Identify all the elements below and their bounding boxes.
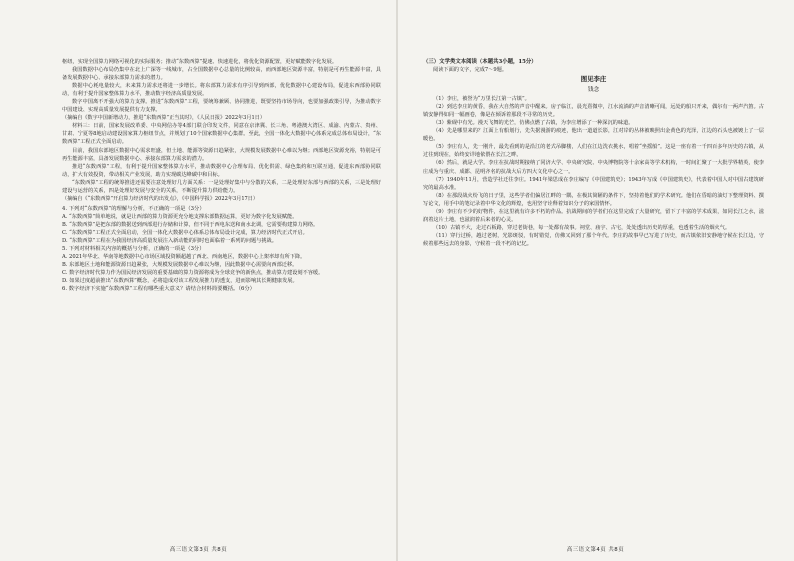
passage-paragraph: 枢纽，实现全国算力网络可视化的实际服务；推动“东数西算”提速、快速进化，将优化资源配置，更好赋能数字化发展。 xyxy=(62,59,338,65)
section-heading: （三）文学类文本阅读（本题共3小题，15分） xyxy=(423,59,537,65)
passage-paragraph: （摘编自《“东数西算”开启算力经济时代的出发点》，《中国科学报》2022年3月17日） xyxy=(62,195,258,202)
article-title: 图见李庄 xyxy=(580,75,607,84)
article-paragraph: （3）紫砚中有光。漫天飞舞的光芒，仿佛点燃了古镇，为李庄增添了一种深沉的味道。 xyxy=(433,120,634,127)
section-instructions: 阅读下面的文字，完成7～9题。 xyxy=(433,67,508,74)
article-paragraph: （11）穿行过桥，越过老树，光影斑驳，有时错觉，仿佛又回到了那个年代。李庄的故事早已写进了历史，而古镇依旧安静地守候在长江边，守候着那些远去的身影，守候着一段不朽的记忆。 xyxy=(423,232,764,247)
question-item: 6. 数字经济下实施“东数西算”工程有哪些重大意义？请结合材料简要概括。（6分） xyxy=(62,286,255,293)
article-paragraph: （2）到达李庄的黄昏，我在大自然的声音中醒来。房子临江，晨光熹微中，江水流淌的声音清晰可闻，远处的船只开来，偶尔有一两声汽笛。古镇安静得如同一幅画卷，像是在倾诉着那段不寻常的历史。 xyxy=(423,104,764,119)
article-paragraph: （4）先是哪里来的？江面上有船划行，先失据漫游的痕迹，他出一道道长影，江对岸的丛林被映照出金黄色的光泽，江边的石头也被镀上了一层暖色。 xyxy=(423,128,764,143)
question-item: D. 如果过度超前推出“东数西算”概念，必将造成对该工程发展推力的透支，进而影响其长期健康发展。 xyxy=(62,278,298,285)
article-author: 钱念 xyxy=(587,87,600,94)
question-item: C. 数字经济时代算力作为国民经济发展的重要基础的算力资源将成为全球竞争的新焦点，推动算力建设刻不容缓。 xyxy=(62,270,324,277)
passage-paragraph: 目前，我国东部地区数据中心需求旺盛，但土地、能源等资源日趋紧张，大规模发展数据中心难以为继；西部地区资源充裕，特别是可再生能源丰富，具备发展数据中心、承接东部算力需求的潜力。 xyxy=(62,147,381,162)
question-item: C. “东数西算”工程正式全面启动，全国一体化大数据中心体系总体布局设计完成，算力经济时代正式开启。 xyxy=(62,229,308,236)
passage-paragraph: 数据中心耗电量较大，未来算力需求还将进一步增长。将东部算力需求有序引导到西部，优化数据中心建设布局，促进东西部协同联动，有利于提升国家整体算力水平，推动数字经济高质量发展。 xyxy=(62,83,381,98)
question-item: D. “东数西算”工程在为我国经济高质量发展注入新动能的同时也面临着一系列的问题与挑战。 xyxy=(62,238,277,245)
article-paragraph: （8）在那段战火纷飞的日子里，这些学者们偏居江畔的一隅，在极其简陋的条件下，坚持着他们的学术研究。他们在昏暗的油灯下整理资料、撰写论文，用手中的笔记录着中华文化的辉煌，也用坚守诠释着知识分子的家国情怀。 xyxy=(423,192,764,207)
passage-paragraph: 我国数据中心布局仍集中在北上广深等一线城市，占全国数据中心总量的比例较高，而西部地区资源丰富，特别是可再生能源丰富，具备发展数据中心、承接东部算力需求的潜力。 xyxy=(62,67,381,82)
reading-passage xyxy=(62,58,381,203)
exam-page-right xyxy=(397,0,794,561)
passage-paragraph: 数字中国离不开强大的算力支撑。推进“东数西算”工程，要统筹兼顾、协同推进，既要坚持市场导向，也要加强政策引导，为推动数字中国建设、实现高质量发展提供有力支撑。 xyxy=(62,99,381,114)
question-item: A. 2021年华北、华南等地数据中心市场区域投资额超越了西北、西南地区，数据中心上架率却有所下降。 xyxy=(62,254,306,261)
page-footer-left: 高三语文第3页 共8页 xyxy=(169,547,228,553)
article-paragraph: （9）李庄有不少的好物件，在这里就有许多不朽的作品。抗战期间的学者们在这里完成了大量研究，留下了丰富的学术成果，如同长江之水，滋润着这片土地，也滋润着后来者的心灵。 xyxy=(423,208,764,223)
question-item: B. “东数西算”是把东部的数据送到西部进行存储和计算，但不同于西电东送和南水北调，它需要构建算力网络。 xyxy=(62,221,319,228)
passage-paragraph: “东数西算”工程的统筹推进还需要注意处理好几方面关系：一是处理好集中与分散的关系，二是处理好东部与西部的关系，三是处理好建设与运营的关系，四是处理好发展与安全的关系，不断提升算力供给能力。 xyxy=(62,179,381,194)
passage-paragraph: 推进“东数西算”工程，有利于提升国家整体算力水平，推动数据中心合理布局、优化供需、绿色集约和互联互通，促进东西部协同联动，扩大有效投资，带动相关产业发展，助力实现碳达峰碳中和目标。 xyxy=(62,163,381,178)
page-footer-right: 高三语文第4页 共8页 xyxy=(566,547,625,553)
article-paragraph: （6）然后，就是大学。李庄在抗战时期接纳了同济大学、中央研究院、中央博物院等十余家高等学术机构，一时间汇聚了一大批学界精英，使李庄成为与重庆、成都、昆明齐名的抗战大后方四大文化中心之一。 xyxy=(423,160,764,175)
passage-paragraph: （摘编自《数字中国新增动力，推进“东数西算”正当其时》，《人民日报》2022年3月1日） xyxy=(62,115,265,122)
article-paragraph: （10）古镇不大，走过石板路，穿过老街巷，每一处都有故事。祠堂、庙宇、古宅，处处透出历史的厚重，也透着生活的烟火气。 xyxy=(433,224,731,231)
question-list xyxy=(62,205,381,294)
article-paragraph: （7）1940年11月，营造学社迁往李庄。1941年梁思成在李庄编写《中国建筑史》；1943年写成《中国建筑史》，代表着中国人对中国古建筑研究的最高水准。 xyxy=(423,176,764,191)
question-item: B. 东部地区土地和能源资源日趋紧张，大规模发展数据中心难以为继，因此数据中心需要向西部迁移。 xyxy=(62,262,298,269)
article-paragraph: （1）李庄，被誉为“万里长江第一古镇”。 xyxy=(433,96,530,103)
question-item: 4. 下列对“东数西算”的理解与分析，不正确的一项是（3分） xyxy=(62,205,205,212)
question-item: 5. 下列对材料相关内容的概括与分析，正确的一项是（3分） xyxy=(62,246,205,253)
question-item: A. “东数西算”简单地说，就是让西部的算力资源更充分地支撑东部数据运算，更好为数字化发展赋能。 xyxy=(62,213,298,220)
article-body xyxy=(423,95,764,248)
passage-paragraph: 材料三：日前，国家发展改革委、中央网信办等4部门联合印发文件，同意在京津冀、长三角、粤港澳大湾区、成渝、内蒙古、贵州、甘肃、宁夏等8地启动建设国家算力枢纽节点，并规划了10个国家数据中心集群。至此，全国一体化大数据中心体系完成总体布局设计，“东数西算”工程正式全面启动。 xyxy=(62,123,381,146)
article-paragraph: （5）李庄有人，先一刚升，最先看到的是沿江的老式吊脚楼，人们在江边洗衣挑水，唱着“坐摇船”。这是一座有着一千四百多年历史的古镇，从过往到现在，始终安详地依偎在长江之畔。 xyxy=(423,144,764,159)
